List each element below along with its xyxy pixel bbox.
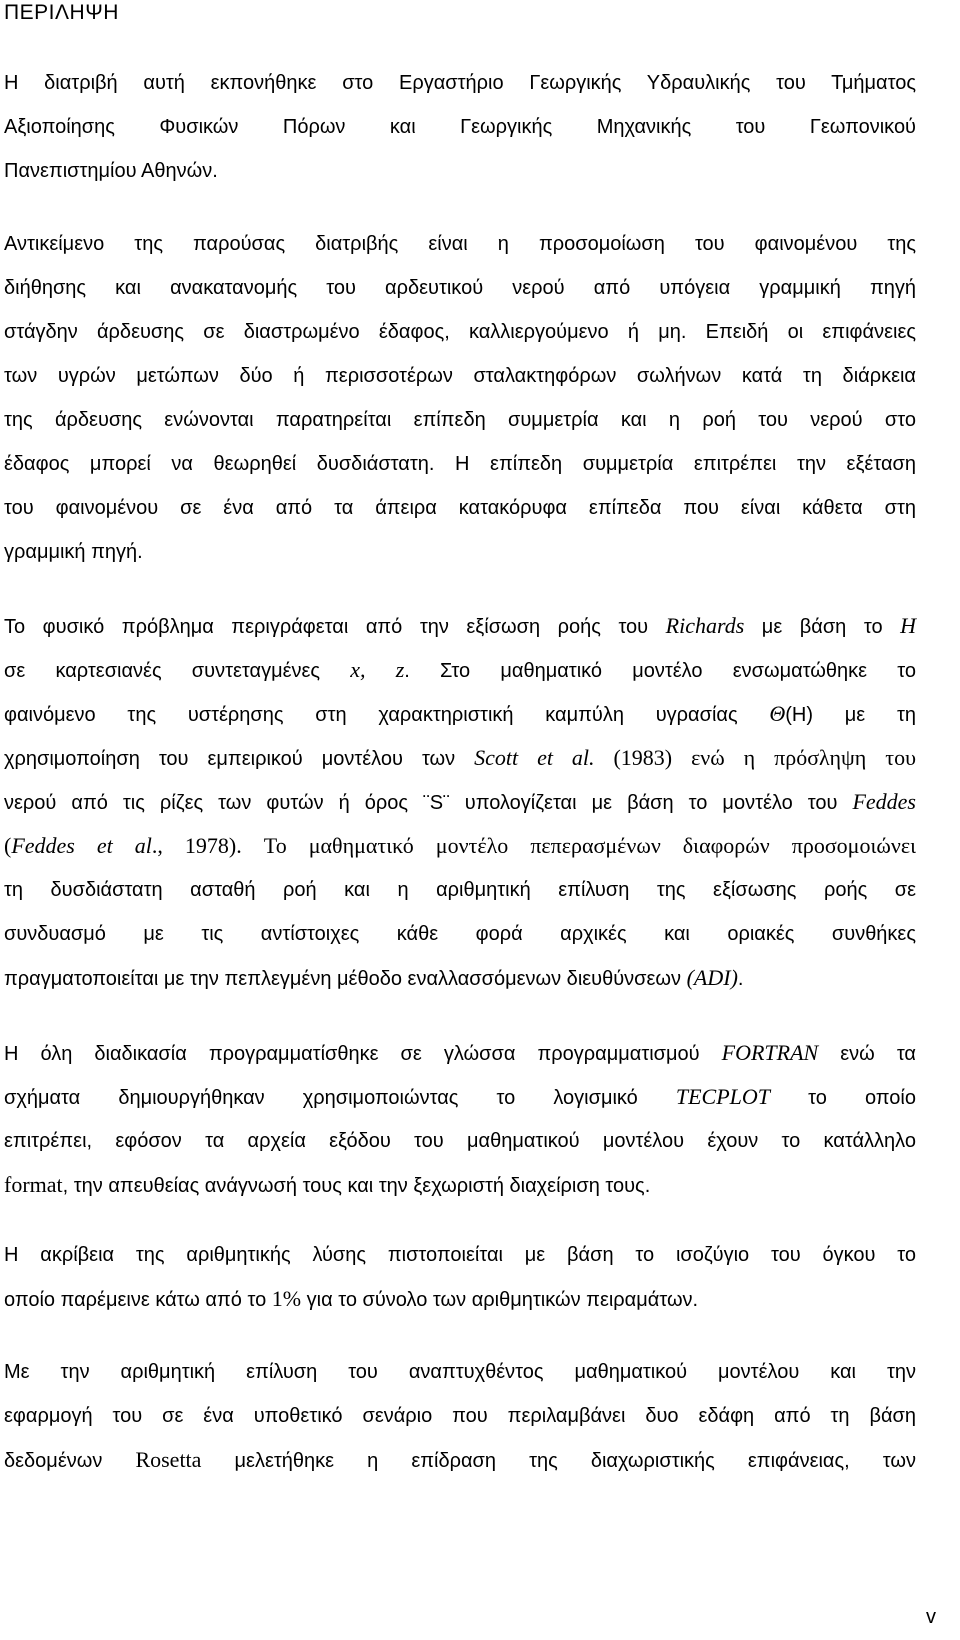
text-line: φαινόμενο της υστέρησης στη χαρακτηριστική καμπύλη υγρασίας Θ(Η) με τη — [4, 701, 916, 726]
text-line: Αξιοποίησης Φυσικών Πόρων και Γεωργικής Μηχανικής του Γεωπονικού — [4, 116, 916, 138]
text-line: Πανεπιστημίου Αθηνών. — [4, 160, 218, 182]
text-line: επιτρέπει, εφόσον τα αρχεία εξόδου του μαθηματικού μοντέλου έχουν το κατάλληλο — [4, 1130, 916, 1152]
text-line: Η όλη διαδικασία προγραμματίσθηκε σε γλώσσα προγραμματισμού FORTRAN ενώ τα — [4, 1040, 916, 1065]
text-line: Η ακρίβεια της αριθμητικής λύσης πιστοποιείται με βάση το ισοζύγιο του όγκου το — [4, 1244, 916, 1266]
text-line: διήθησης και ανακατανομής του αρδευτικού νερού από υπόγεια γραμμική πηγή — [4, 277, 916, 299]
text-line: Η διατριβή αυτή εκπονήθηκε στο Εργαστήριο Γεωργικής Υδραυλικής του Τμήματος — [4, 72, 916, 94]
text-line: χρησιμοποίηση του εμπειρικού μοντέλου των Scott et al. (1983) ενώ η πρόσληψη του — [4, 745, 916, 770]
text-line: πραγματοποιείται με την πεπλεγμένη μέθοδο εναλλασσόμενων διευθύνσεων (ADI). — [4, 965, 744, 990]
text-line: έδαφος μπορεί να θεωρηθεί δυσδιάστατη. Η επίπεδη συμμετρία επιτρέπει την εξέταση — [4, 453, 916, 475]
text-line: σχήματα δημιουργήθηκαν χρησιμοποιώντας το λογισμικό TECPLOT το οποίο — [4, 1084, 916, 1109]
paragraph-accuracy — [4, 1233, 916, 1321]
text-line: format, την απευθείας ανάγνωσή τους και την ξεχωριστή διαχείριση τους. — [4, 1172, 651, 1197]
text-line: Το φυσικό πρόβλημα περιγράφεται από την εξίσωση ροής του Richards με βάση το H — [4, 613, 916, 638]
text-line: Με την αριθμητική επίλυση του αναπτυχθέντος μαθηματικού μοντέλου και την — [4, 1361, 916, 1383]
page-title: ΠΕΡΙΛΗΨΗ — [4, 1, 119, 24]
text-line: Αντικείμενο της παρούσας διατριβής είναι η προσομοίωση του φαινομένου της — [4, 233, 916, 255]
text-line: γραμμική πηγή. — [4, 541, 143, 563]
text-line: συνδυασμό με τις αντίστοιχες κάθε φορά αρχικές και οριακές συνθήκες — [4, 923, 916, 945]
paragraph-results — [4, 1350, 916, 1482]
text-line: της άρδευσης ενώνονται παρατηρείται επίπεδη συμμετρία και η ροή του νερού στο — [4, 409, 916, 431]
text-line: στάγδην άρδευσης σε διαστρωμένο έδαφος, καλλιεργούμενο ή μη. Επειδή οι επιφάνειες — [4, 321, 916, 343]
paragraph-software — [4, 1031, 916, 1207]
text-line: του φαινομένου σε ένα από τα άπειρα κατακόρυφα επίπεδα που είναι κάθετα στη — [4, 497, 916, 519]
page-number: v — [926, 1606, 936, 1628]
paragraph-model — [4, 604, 916, 1000]
text-line: δεδομένων Rosetta μελετήθηκε η επίδραση της διαχωριστικής επιφάνειας, των — [4, 1447, 916, 1472]
text-line: των υγρών μετώπων δύο ή περισσοτέρων σταλακτηφόρων σωλήνων κατά τη διάρκεια — [4, 365, 916, 387]
paragraph-objective — [4, 222, 916, 574]
text-line: οποίο παρέμεινε κάτω από το 1% για το σύνολο των αριθμητικών πειραμάτων. — [4, 1286, 699, 1311]
text-line: τη δυσδιάστατη ασταθή ροή και η αριθμητική επίλυση της εξίσωσης ροής σε — [4, 879, 916, 901]
paragraph-institution — [4, 61, 916, 193]
text-line: σε καρτεσιανές συντεταγμένες x, z. Στο μαθηματικό μοντέλο ενσωματώθηκε το — [4, 657, 917, 682]
text-line: (Feddes et al., 1978). Το μαθηματικό μοντέλο πεπερασμένων διαφορών προσομοιώνει — [4, 833, 916, 858]
text-line: εφαρμογή του σε ένα υποθετικό σενάριο που περιλαμβάνει δυο εδάφη από τη βάση — [4, 1405, 916, 1427]
text-line: νερού από τις ρίζες των φυτών ή όρος ¨S¨ υπολογίζεται με βάση το μοντέλο του Feddes — [4, 789, 916, 814]
